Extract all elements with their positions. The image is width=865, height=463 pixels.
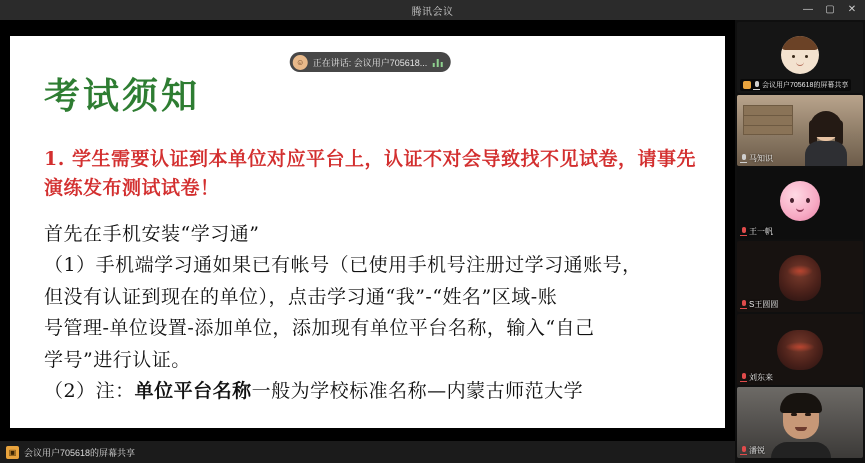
screen-share-bar	[0, 441, 735, 463]
participant-tile[interactable]	[737, 22, 863, 93]
screen-share-icon: ▣	[6, 446, 19, 459]
tile-share-badge	[740, 79, 851, 91]
participant-name-row	[740, 372, 773, 383]
participant-name-row	[740, 226, 773, 237]
participant-tile[interactable]	[737, 168, 863, 239]
slide-line: 号管理-单位设置-添加单位，添加现有单位平台名称，输入“自己	[44, 317, 595, 340]
mic-icon	[753, 81, 760, 90]
participant-tile[interactable]	[737, 387, 863, 458]
slide-line: 但没有认证到现在的单位），点击学习通“我”-“姓名”区域-账	[44, 285, 558, 308]
slide-last-line-suffix: 一般为学校标准名称—内蒙古师范大学	[251, 380, 584, 403]
participant-rail[interactable]	[735, 20, 865, 463]
participant-name-row	[740, 445, 765, 456]
window-title: 腾讯会议	[411, 6, 454, 18]
slide-warning-text: 1. 学生需要认证到本单位对应平台上，认证不对会导致找不见试卷，请事先演练发布测试试卷！	[44, 148, 696, 200]
mic-muted-icon	[740, 373, 747, 382]
photo-highlight	[787, 265, 813, 277]
mic-muted-icon	[740, 227, 747, 236]
window-body	[0, 20, 865, 463]
cartoon-avatar-icon	[781, 36, 819, 74]
participant-name: 马知识	[749, 154, 773, 163]
close-button[interactable]: ✕	[847, 4, 857, 15]
slide-last-line-bold: 单位平台名称	[134, 380, 252, 403]
slide-line: 学号”进行认证。	[44, 348, 191, 371]
pink-cartoon-avatar-icon	[780, 181, 820, 221]
mic-icon	[740, 154, 747, 163]
participant-name-row	[740, 299, 778, 310]
minimize-button[interactable]: —	[803, 4, 813, 15]
participant-name: 会议用户705618的屏幕共享	[762, 82, 849, 89]
participant-name: 潘锐	[749, 446, 765, 455]
slide-line: 首先在手机安装“学习通”	[44, 222, 260, 245]
mic-muted-icon	[740, 300, 747, 309]
dark-photo	[779, 255, 821, 301]
slide-body	[44, 220, 699, 407]
maximize-button[interactable]: ▢	[825, 4, 835, 15]
audio-level-icon	[432, 57, 442, 67]
presentation-slide	[10, 36, 725, 428]
user-avatar-icon: ☺	[293, 55, 308, 70]
slide-last-line-prefix: （2）注：	[44, 380, 135, 403]
slide-last-line	[44, 377, 699, 406]
photo-highlight	[785, 342, 815, 352]
participant-tile[interactable]	[737, 241, 863, 312]
mic-muted-icon	[740, 446, 747, 455]
webcam-video	[803, 114, 849, 166]
window-controls	[797, 0, 863, 20]
slide-line: （1）手机端学习通如果已有帐号（已使用手机号注册过学习通账号，	[44, 254, 642, 277]
screen-share-label: 会议用户705618的屏幕共享	[24, 447, 136, 458]
participant-name-row	[740, 153, 773, 164]
participant-tile[interactable]	[737, 95, 863, 166]
active-speaker-pill	[290, 52, 451, 72]
participant-name: 刘东来	[749, 373, 773, 382]
participant-name: S王圆圆	[749, 300, 779, 309]
participant-tile[interactable]	[737, 314, 863, 385]
shared-screen-stage	[0, 20, 735, 463]
title-bar	[0, 0, 865, 20]
background-shelf	[743, 105, 793, 135]
participant-name: 王一帆	[749, 227, 773, 236]
screen-share-icon	[743, 81, 751, 89]
slide-title: 考试须知	[44, 75, 201, 117]
active-speaker-label: 正在讲话: 会议用户705618...	[312, 57, 428, 68]
